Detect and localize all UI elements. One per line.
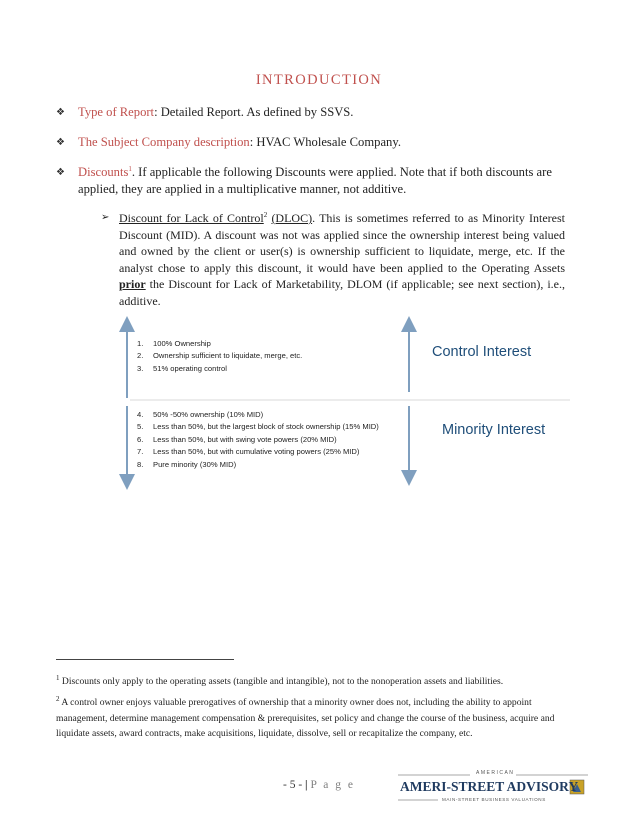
arrow-bullet-icon: ➢ xyxy=(101,212,110,223)
list-item: 7. Less than 50%, but with cumulative voting powers (25% MID) xyxy=(137,447,360,457)
company-label: The Subject Company description xyxy=(78,135,250,149)
footnote-separator xyxy=(56,659,234,660)
control-list xyxy=(137,338,397,375)
logo-tagline: MAIN-STREET BUSINESS VALUATIONS xyxy=(442,797,546,802)
footnote-ref-2[interactable]: 2 xyxy=(263,211,268,219)
dloc-abbr: (DLOC) xyxy=(271,211,313,225)
report-type-text: : Detailed Report. As defined by SSVS. xyxy=(154,105,354,119)
footnote-ref-1[interactable]: 1 xyxy=(128,164,132,173)
list-item: 4. 50% -50% ownership (10% MID) xyxy=(137,410,264,419)
discounts-text-1: . If applicable the following Discounts were applied. Note that if both discounts are xyxy=(131,165,552,179)
discounts-text-2: applied, they are applied in a multiplicative manner, not additive. xyxy=(78,182,407,196)
list-item: 8. Pure minority (30% MID) xyxy=(137,459,237,469)
ameri-street-logo xyxy=(398,772,588,804)
bullet-report-type xyxy=(56,104,576,122)
page-title: INTRODUCTION xyxy=(255,72,383,88)
list-item: 3. 51% operating control xyxy=(137,363,227,373)
bullet-company xyxy=(56,134,576,152)
company-text: : HVAC Wholesale Company. xyxy=(249,135,401,149)
list-item: 5. Less than 50%, but the largest block of stock ownership (15% MID) xyxy=(137,422,379,432)
report-type-label: Type of Report xyxy=(78,105,155,119)
list-item: 1. 100% Ownership xyxy=(137,339,211,348)
dloc-text-a: . This is sometimes referred to as Minority Interest Discount (MID). A discount was not was applied since the ownership interest being valued and owned by the client or user(s) is ownership sufficient to liquidate, merge, etc. If the analyst chose to apply this discount, it would have been applied to the Operating Assets xyxy=(119,211,566,275)
minority-list xyxy=(137,409,412,471)
logo-name: AMERI-STREET ADVISORY xyxy=(400,779,579,794)
dloc-text-b: the Discount for Lack of Marketability, DLOM (if applicable; see next section), i.e., additive. xyxy=(119,277,565,308)
dloc-label: Discount for Lack of Control xyxy=(119,211,264,225)
diamond-bullet-icon: ❖ xyxy=(56,167,65,178)
logo-top-text: AMERICAN xyxy=(476,770,515,776)
list-item: 2. Ownership sufficient to liquidate, merge, etc. xyxy=(137,351,303,361)
footnote-1: $^1$ Discounts only apply to the operating assets (tangible and intangible), not to the nonoperation assets and liabilities. xyxy=(56,673,504,687)
sub-bullet-dloc xyxy=(101,210,566,308)
discounts-label: Discounts xyxy=(78,165,129,179)
list-item: 6. Less than 50%, but with swing vote powers (20% MID) xyxy=(137,434,337,444)
dloc-prior: prior xyxy=(119,277,146,291)
diamond-bullet-icon: ❖ xyxy=(56,107,65,118)
bullet-discounts xyxy=(56,164,576,200)
dloc-paragraph xyxy=(119,210,565,309)
minority-interest-label: Minority Interest xyxy=(442,422,546,438)
footnote-2: $^2$ A control owner enjoys valuable prerogatives of ownership that a minority owner does not, including the ability to appoint management, determine management compensation & prerequisites, set policy and change the course of the business, acquire and liquidate assets, award contracts, make acquisitions, liquidate, dissolve, sell or recapitalize the company, etc. xyxy=(56,695,555,740)
footnotes xyxy=(56,674,566,748)
ownership-diagram xyxy=(110,316,570,496)
diamond-bullet-icon: ❖ xyxy=(56,137,65,148)
page-number: - 5 - | P a g e xyxy=(282,779,356,791)
control-interest-label: Control Interest xyxy=(432,344,532,360)
